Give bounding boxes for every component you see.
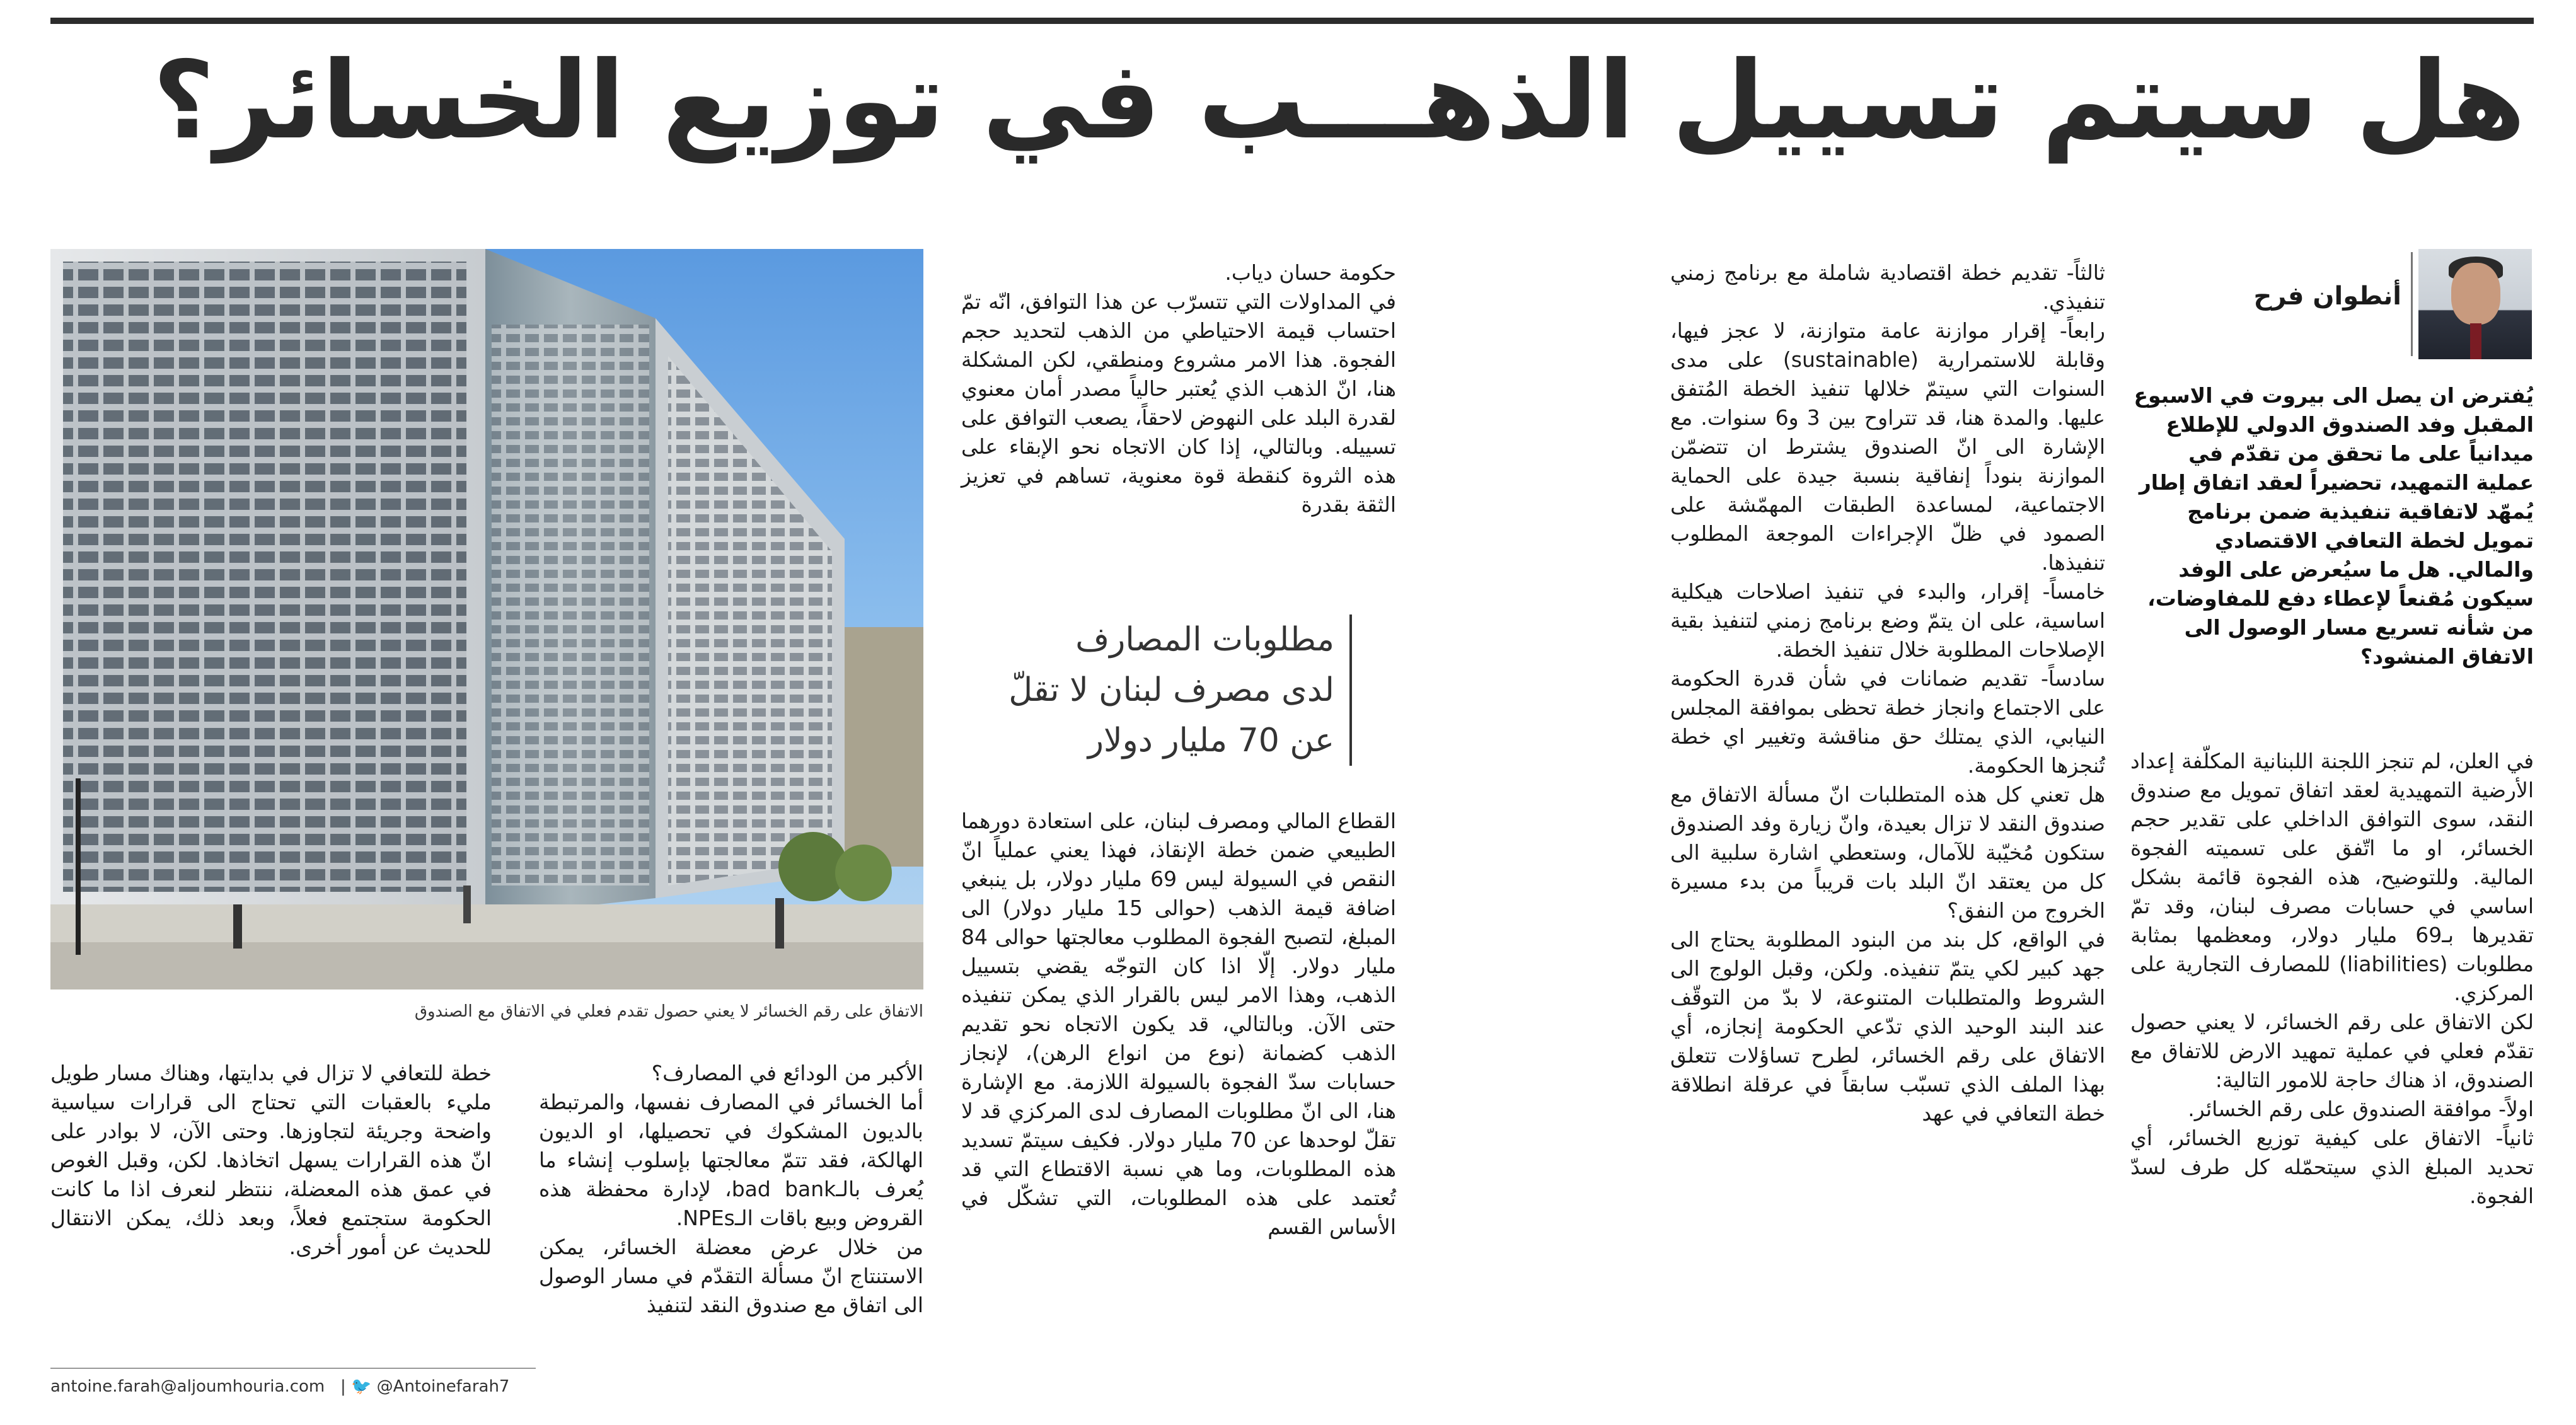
photo-caption: الاتفاق على رقم الخسائر لا يعني حصول تقدم فعلي في الاتفاق مع الصندوق: [414, 1002, 923, 1021]
col2-paragraph-4: سادساً- تقديم ضمانات في شأن قدرة الحكومة على الاجتماع وانجاز خطة تحظى بموافقة المجلس النيابي، الذي يمتلك حق مناقشة وتغيير اي خطة تُنجزها الحكومة.: [1670, 666, 2105, 778]
col2-paragraph-5: هل تعني كل هذه المتطلبات انّ مسألة الاتفاق مع صندوق النقد لا تزال بعيدة، وانّ زيارة وفد الصندوق ستكون مُخيّبة للآمال، وستعطي اشارة سلبية الى كل من يعتقد انّ البلد بات قريباً من بدء مسيرة الخروج من النفق؟: [1670, 782, 2105, 923]
building-illustration: [50, 249, 923, 989]
col1-paragraph-1: في العلن، لم تنجز اللجنة اللبنانية المكلّفة إعداد الأرضية التمهيدية لعقد اتفاق تمويل مع صندوق النقد، سوى التوافق الداخلي على تقدير حجم الخسائر، او ما اتّفق على تسميته الفجوة المالية. وللتوضيح، هذه الفجوة قائمة بشكل اساسي في حسابات مصرف لبنان، وقد تمّ تقديرها بـ69 مليار دولار، ومعظمها بمثابة مطلوبات (liabilities) للمصارف التجارية على المركزي.: [2130, 749, 2534, 1005]
author-twitter: @Antoinefarah7: [376, 1377, 510, 1396]
col4-paragraph-1: الأكبر من الودائع في المصارف؟: [651, 1061, 923, 1085]
col2-paragraph-1: ثالثاً- تقديم خطة اقتصادية شاملة مع برنامج زمني تنفيذي.: [1670, 260, 2105, 314]
lede-paragraph: يُفترض ان يصل الى بيروت في الاسبوع المقبل وفد الصندوق الدولي للإطلاع ميدانياً على ما تحقق من تقدّم في عملية التمهيد، تحضيراً لعقد اتفاق إطار يُمهّد لاتفاقية تنفيذية ضمن برنامج تمويل لخطة التعافي الاقتصادي والمالي. هل ما سيُعرض على الوفد سيكون مُقنعاً لإعطاء دفع للمفاوضات، من شأنه تسريع مسار الوصول الى الاتفاق المنشود؟: [2134, 383, 2534, 669]
col1-paragraph-3: اولاً- موافقة الصندوق على رقم الخسائر.: [2188, 1097, 2534, 1121]
world-bank-building-photo: [50, 249, 923, 989]
column-1: [2130, 747, 2534, 1371]
col3-paragraph-1: حكومة حسان دياب.: [1225, 260, 1396, 285]
author-divider: [2411, 252, 2413, 356]
col5-paragraph-1: خطة للتعافي لا تزال في بدايتها، وهناك مسار طويل مليء بالعقبات التي تحتاج الى قرارات سياسية واضحة وجريئة لتجاوزها. وحتى الآن، لا بوادر على انّ هذه القرارات يسهل اتخاذها. لكن، وقبل الغوص في عمق هذه المعضلة، ننتظر لنعرف اذا ما كانت الحكومة ستجتمع فعلاً، وبعد ذلك، يمكن الانتقال للحديث عن أمور أخرى.: [50, 1061, 492, 1259]
signature-rule: [50, 1368, 536, 1369]
col2-paragraph-3: خامساً- إقرار، والبدء في تنفيذ اصلاحات هيكلية اساسية، على ان يتمّ وضع برنامج زمني لتنفيذ بقية الإصلاحات المطلوبة خلال تنفيذ الخطة.: [1670, 579, 2105, 662]
pull-quote-line-2: لدى مصرف لبنان لا تقلّ: [1008, 671, 1334, 709]
author-photo: [2418, 249, 2532, 359]
column-4: [539, 1059, 923, 1361]
author-name: أنطوان فرح: [2253, 282, 2401, 311]
author-twitter-handle[interactable]: | 🐦 @Antoinefarah7: [340, 1377, 510, 1396]
col2-paragraph-2: رابعاً- إقرار موازنة عامة متوازنة، لا عجز فيها، وقابلة للاستمرارية (sustainable) على مدى السنوات التي سيتمّ خلالها تنفيذ الخطة المُتفق عليها. والمدة هنا، قد تتراوح بين 3 و6 سنوات. مع الإشارة الى انّ الصندوق يشترط ان تتضمّن الموازنة بنوداً إنفاقية بنسبة جيدة على الحماية الاجتماعية، لمساعدة الطبقات المهمّشة على الصمود في ظلّ الإجراءات الموجعة المطلوب تنفيذها.: [1670, 318, 2105, 575]
column-3-bottom: [961, 807, 1396, 1399]
col4-paragraph-2: أما الخسائر في المصارف نفسها، والمرتبطة بالديون المشكوك في تحصيلها، او الديون الهالكة، فقد تتمّ معالجتها بإسلوب إنشاء ما يُعرف بالـbad bank، لإدارة محفظة هذه القروض وبيع باقات الـNPEs.: [539, 1090, 923, 1230]
col3-paragraph-3: القطاع المالي ومصرف لبنان، على استعادة دورهما الطبيعي ضمن خطة الإنقاذ، فهذا يعني عملياً انّ النقص في السيولة ليس 69 مليار دولار، بل ينبغي اضافة قيمة الذهب (حوالى 15 مليار دولار) الى المبلغ، لتصبح الفجوة المطلوب معالجتها حوالى 84 مليار دولار. إلّا اذا كان التوجّه يقضي بتسييل الذهب، وهذا الامر ليس بالقرار الذي يمكن تنفيذه حتى الآن. وبالتالي، قد يكون الاتجاه نحو تقديم الذهب كضمانة (نوع من انواع الرهن)، لإنجاز حسابات سدّ الفجوة بالسيولة اللازمة. مع الإشارة هنا، الى انّ مطلوبات المصارف لدى المركزي قد لا تقلّ لوحدها عن 70 مليار دولار. فكيف سيتمّ تسديد هذه المطلوبات، وما هي نسبة الاقتطاع التي قد تُعتمد على هذه المطلوبات، التي تشكّل في الأساس القسم: [961, 809, 1397, 1239]
column-3-top: [961, 258, 1396, 599]
pull-quote-line-1: مطلوبات المصارف: [1075, 621, 1334, 659]
col2-paragraph-6: في الواقع، كل بند من البنود المطلوبة يحتاج الى جهد كبير لكي يتمّ تنفيذه. ولكن، وقبل الولوج الى الشروط والمتطلبات المتنوعة، لا بدّ من التوقّف عند البند الوحيد الذي تدّعي الحكومة إنجازه، أي الاتفاق على رقم الخسائر، لطرح تساؤلات تتعلق بهذا الملف الذي تسبّب سابقاً في عرقلة انطلاقة خطة التعافي في عهد: [1670, 927, 2105, 1126]
column-2: [1670, 258, 2105, 1387]
col1-paragraph-4: ثانياً- الاتفاق على كيفية توزيع الخسائر، أي تحديد المبلغ الذي سيتحمّله كل طرف لسدّ الفجوة.: [2130, 1126, 2534, 1208]
headline: هل سيتم تسييل الذهـــب في توزيع الخسائر؟: [153, 38, 2526, 163]
twitter-icon: 🐦: [351, 1377, 372, 1396]
col4-paragraph-3: من خلال عرض معضلة الخسائر، يمكن الاستنتاج انّ مسألة التقدّم في مسار الوصول الى اتفاق مع صندوق النقد لتنفيذ: [539, 1235, 923, 1317]
pull-quote: [961, 614, 1352, 766]
author-email[interactable]: antoine.farah@aljoumhouria.com: [50, 1377, 325, 1396]
col3-paragraph-2: في المداولات التي تتسرّب عن هذا التوافق، انّه تمّ احتساب قيمة الاحتياطي من الذهب لتحديد حجم الفجوة. هذا الامر مشروع ومنطقي، لكن المشكلة هنا، انّ الذهب الذي يُعتبر حالياً مصدر أمان معنوي لقدرة البلد على النهوض لاحقاً، يصعب التوافق على تسييله. وبالتالي، إذا كان الاتجاه نحو الإبقاء على هذه الثروة كنقطة قوة معنوية، تساهم في تعزيز الثقة بقدرة: [961, 289, 1396, 517]
pull-quote-line-3: عن 70 مليار دولار: [1087, 722, 1334, 759]
column-5: [50, 1059, 492, 1361]
col1-paragraph-2: لكن الاتفاق على رقم الخسائر، لا يعني حصول تقدّم فعلي في عملية تمهيد الارض للاتفاق مع الصندوق، اذ هناك حاجة للامور التالية:: [2130, 1010, 2534, 1092]
